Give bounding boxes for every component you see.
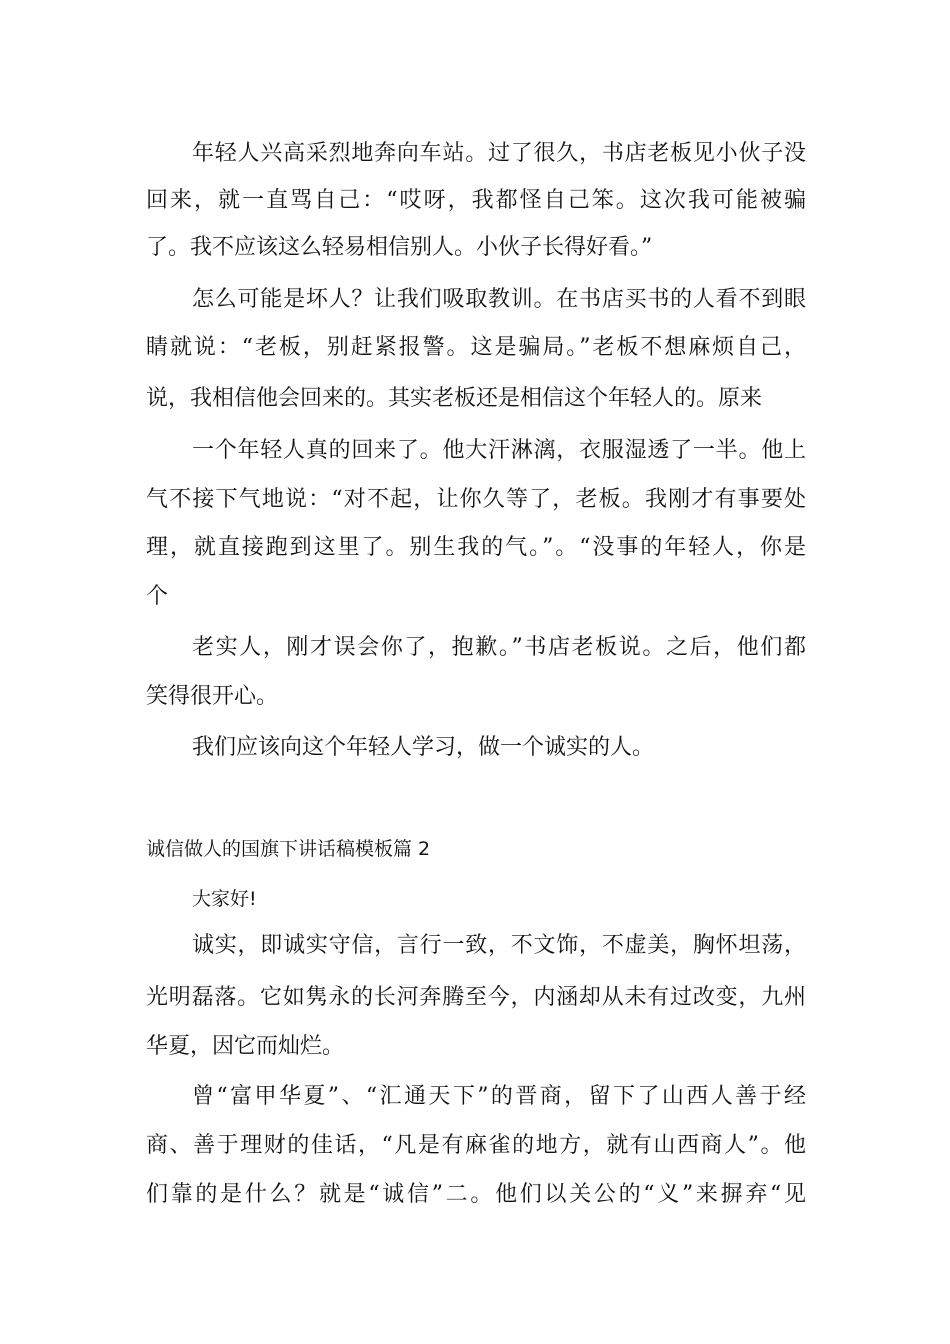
text-line: 商、善于理财的佳话，“凡是有麻雀的地方，就有山西商人”。他 [146, 1133, 806, 1158]
text-line: 曾“富甲华夏”、“汇通天下”的晋商，留下了山西人善于经 [192, 1084, 806, 1109]
text-line: 华夏，因它而灿烂。 [146, 1034, 345, 1059]
text-line: 老实人，刚才误会你了，抱歉。”书店老板说。之后，他们都 [192, 635, 806, 660]
text-line: 笑得很开心。 [146, 684, 279, 709]
text-line: 光明磊落。它如隽永的长河奔腾至今，内涵却从未有过改变，九州 [146, 985, 806, 1010]
greeting: 大家好! [192, 888, 257, 910]
text-line: 说，我相信他会回来的。其实老板还是相信这个年轻人的。原来 [146, 386, 763, 411]
text-line: 年轻人兴高采烈地奔向车站。过了很久，书店老板见小伙子没 [192, 141, 806, 166]
text-line: 怎么可能是坏人？让我们吸取教训。在书店买书的人看不到眼 [192, 287, 806, 312]
section-heading: 诚信做人的国旗下讲话稿模板篇 2 [146, 838, 431, 860]
text-line: 个 [146, 584, 169, 609]
text-line: 回来，就一直骂自己：“哎呀，我都怪自己笨。这次我可能被骗 [146, 188, 806, 213]
text-line: 一个年轻人真的回来了。他大汗淋漓，衣服湿透了一半。他上 [192, 438, 806, 463]
text-line: 睛就说：“老板，别赶紧报警。这是骗局。”老板不想麻烦自己， [146, 335, 806, 360]
text-line: 了。我不应该这么轻易相信别人。小伙子长得好看。” [146, 235, 653, 260]
text-line: 我们应该向这个年轻人学习，做一个诚实的人。 [192, 735, 655, 760]
text-line: 气不接下气地说：“对不起，让你久等了，老板。我刚才有事要处 [146, 487, 806, 512]
text-line: 诚实，即诚实守信，言行一致，不文饰，不虚美，胸怀坦荡， [192, 933, 806, 958]
text-line: 们靠的是什么？就是“诚信”二。他们以关公的“义”来摒弃“见 [146, 1182, 806, 1207]
text-line: 理，就直接跑到这里了。别生我的气。”。“没事的年轻人，你是 [146, 535, 806, 560]
